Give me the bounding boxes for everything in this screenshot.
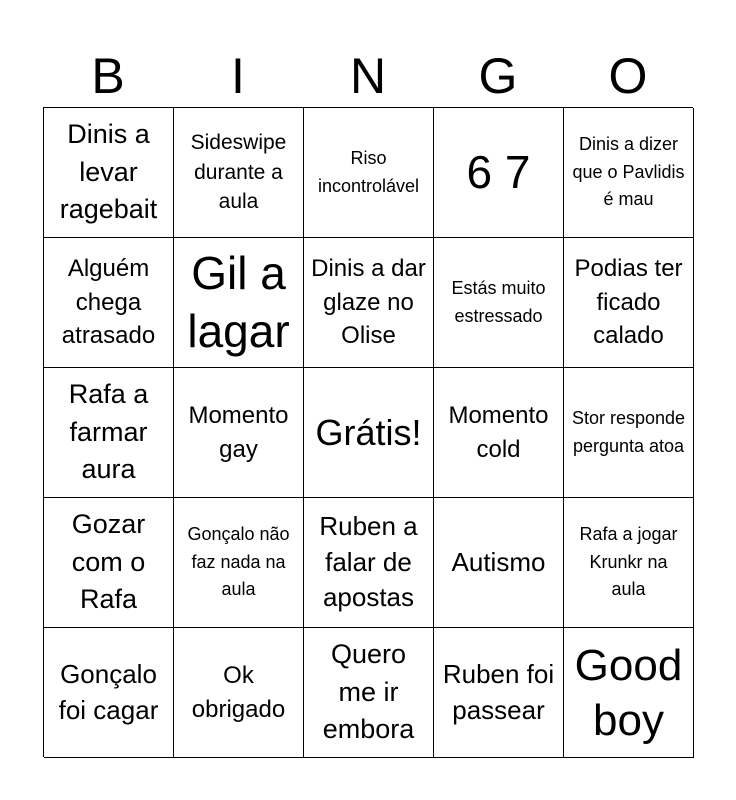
bingo-cell-r2-c2[interactable] (174, 238, 304, 368)
header-letter-b: B (91, 48, 125, 104)
bingo-cell-r4-c1[interactable] (44, 498, 174, 628)
bingo-cell-text: Ok obrigado (191, 661, 286, 723)
header-letter-i: I (231, 48, 245, 104)
bingo-cell-r2-c5[interactable] (564, 238, 694, 368)
bingo-cell-text: Ruben foi passear (442, 658, 555, 725)
bingo-cell-text: Gil a lagar (187, 247, 290, 357)
bingo-cell-r4-c4[interactable] (434, 498, 564, 628)
bingo-header (43, 46, 693, 106)
bingo-cell-text: Dinis a dizer que o Pavlidis é mau (572, 133, 685, 210)
bingo-cell-text: 6 7 (466, 145, 531, 198)
bingo-cell-text: Alguém chega atrasado (61, 255, 156, 350)
bingo-cell-r5-c5[interactable] (564, 628, 694, 758)
bingo-cell-r1-c4[interactable] (434, 108, 564, 238)
bingo-cell-r5-c4[interactable] (434, 628, 564, 758)
header-letter-g: G (478, 48, 518, 104)
bingo-cell-text: Podias ter ficado calado (574, 255, 683, 350)
bingo-cell-r2-c3[interactable] (304, 238, 434, 368)
bingo-cell-text: Rafa a jogar Krunkr na aula (579, 523, 678, 600)
bingo-cell-r2-c4[interactable] (434, 238, 564, 368)
bingo-cell-text: Ruben a falar de apostas (319, 510, 418, 613)
bingo-cell-r3-c2[interactable] (174, 368, 304, 498)
bingo-cell-text: Sideswipe durante a aula (190, 130, 287, 214)
bingo-cell-text: Autismo (451, 547, 546, 578)
bingo-cell-r5-c2[interactable] (174, 628, 304, 758)
bingo-cell-text: Momento cold (448, 401, 549, 463)
bingo-cell-text: Quero me ir embora (322, 638, 415, 745)
bingo-cell-text: Dinis a dar glaze no Olise (311, 255, 426, 350)
bingo-cell-r1-c1[interactable] (44, 108, 174, 238)
header-letter-n: N (349, 48, 387, 104)
bingo-cell-text: Gonçalo não faz nada na aula (187, 523, 290, 600)
bingo-cell-r3-c5[interactable] (564, 368, 694, 498)
bingo-cell-r3-c4[interactable] (434, 368, 564, 498)
bingo-cell-text: Momento gay (188, 401, 289, 463)
bingo-board (43, 107, 693, 757)
bingo-cell-text: Gozar com o Rafa (71, 508, 146, 615)
bingo-cell-text: Grátis! (315, 411, 422, 453)
bingo-cell-r5-c1[interactable] (44, 628, 174, 758)
bingo-cell-r4-c3[interactable] (304, 498, 434, 628)
bingo-cell-r4-c5[interactable] (564, 498, 694, 628)
bingo-cell-r1-c5[interactable] (564, 108, 694, 238)
header-letter-o: O (608, 48, 648, 104)
bingo-cell-r5-c3[interactable] (304, 628, 434, 758)
bingo-cell-text: Dinis a levar ragebait (59, 118, 158, 225)
free-space-cell[interactable] (304, 368, 434, 498)
bingo-cell-r3-c1[interactable] (44, 368, 174, 498)
bingo-cell-text: Stor responde pergunta atoa (571, 407, 686, 456)
bingo-cell-r4-c2[interactable] (174, 498, 304, 628)
bingo-cell-text: Gonçalo foi cagar (58, 658, 159, 725)
bingo-cell-r2-c1[interactable] (44, 238, 174, 368)
bingo-cell-text: Rafa a farmar aura (68, 378, 149, 485)
bingo-cell-text: Riso incontrolável (317, 147, 420, 196)
bingo-cell-text: Good boy (574, 640, 683, 745)
bingo-cell-r1-c3[interactable] (304, 108, 434, 238)
bingo-cell-text: Estás muito estressado (451, 277, 546, 326)
bingo-cell-r1-c2[interactable] (174, 108, 304, 238)
